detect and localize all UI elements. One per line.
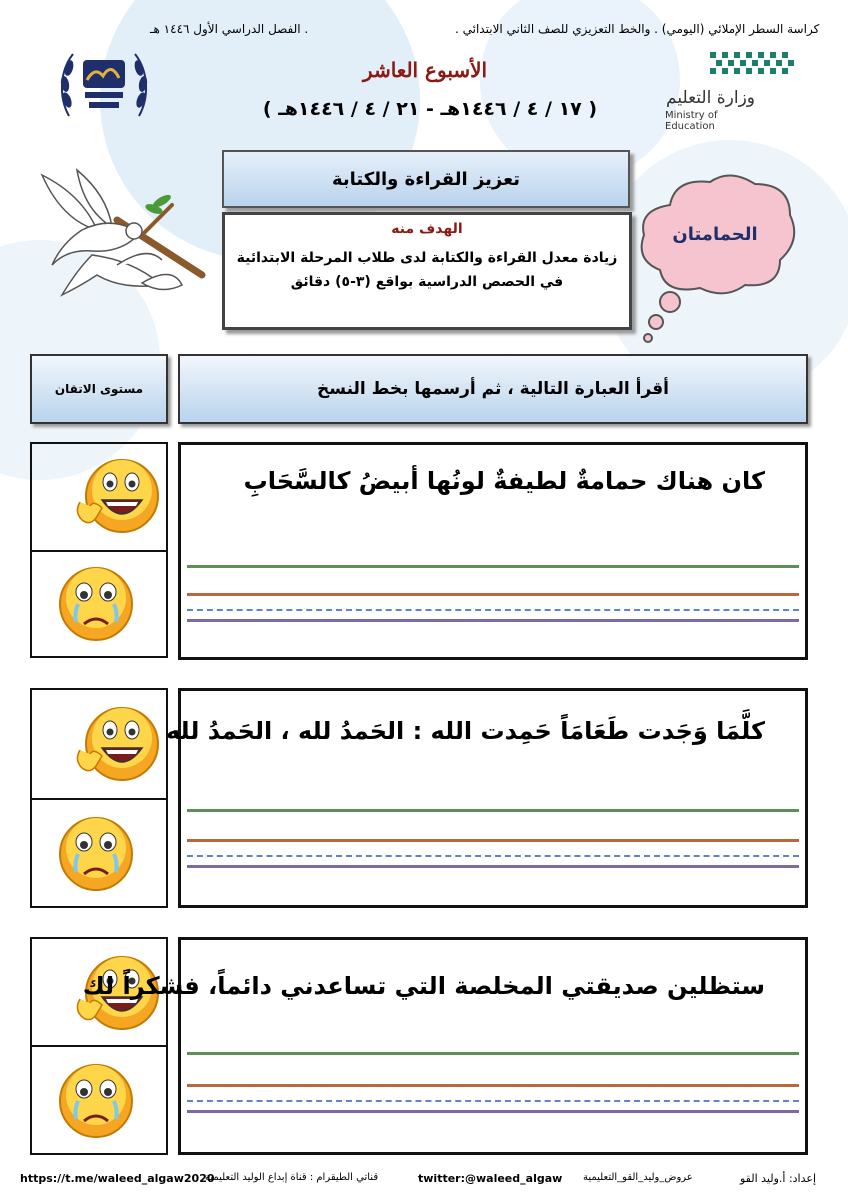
writing-line[interactable]	[187, 1110, 799, 1113]
author-credit: إعداد: أ.وليد القو	[740, 1172, 817, 1185]
sentence-1: كان هناك حمامةٌ لطيفةٌ لونُها أبيضُ كالسَّحَابِ	[243, 467, 765, 495]
writing-line[interactable]	[187, 1084, 799, 1087]
sentence-box-3	[82, 937, 808, 1155]
twitter-handle[interactable]: twitter:@waleed_algaw	[418, 1172, 563, 1185]
semester-label: . الفصل الدراسي الأول ١٤٤٦ هـ	[150, 22, 309, 36]
week-title: الأسبوع العاشر	[362, 58, 488, 82]
happy-face-icon[interactable]	[32, 444, 166, 550]
writing-line[interactable]	[187, 593, 799, 596]
crying-face-icon[interactable]	[32, 550, 166, 656]
story-title: الحمامتان	[672, 224, 758, 245]
mastery-cells	[30, 937, 168, 1155]
crying-face-icon[interactable]	[32, 798, 166, 906]
instruction-header: أقرأ العبارة التالية ، ثم أرسمها بخط النسخ	[178, 354, 808, 424]
mastery-cells	[30, 442, 168, 658]
writing-line[interactable]	[187, 809, 799, 812]
sentence-2: كلَّمَا وَجَدت طَعَامَاً حَمِدت الله : الحَمدُ لله ، الحَمدُ لله	[165, 717, 765, 745]
ministry-name-ar: وزارة التعليم	[666, 88, 755, 108]
crying-face-icon[interactable]	[32, 1045, 166, 1153]
ministry-name-en: Ministry of Education	[665, 110, 718, 132]
goal-text-line2: في الحصص الدراسية بواقع (٣-٥) دقائق	[290, 274, 564, 290]
notebook-title: كراسة السطر الإملائي (اليومي) . والخط التعزيزي للصف الثاني الابتدائي .	[455, 22, 820, 36]
sentence-3: ستظلين صديقتي المخلصة التي تساعدني دائماً، فشكراً لك	[82, 972, 765, 1000]
writing-line[interactable]	[187, 839, 799, 842]
sentence-box-2	[165, 688, 808, 908]
sentence-box-1	[178, 442, 808, 660]
offers-hashtag: عروض_وليد_القو_التعليمية	[583, 1172, 693, 1183]
writing-line[interactable]	[187, 1052, 799, 1055]
writing-line[interactable]	[187, 565, 799, 568]
mastery-cells	[30, 688, 168, 908]
goal-title: الهدف منه	[391, 221, 463, 237]
writing-line[interactable]	[187, 865, 799, 868]
telegram-link[interactable]: https://t.me/waleed_algaw2020	[20, 1172, 215, 1185]
goal-box	[222, 212, 632, 330]
writing-line[interactable]	[187, 855, 799, 857]
happy-face-icon[interactable]	[32, 690, 166, 798]
ministry-logo-icon	[708, 48, 798, 82]
school-logo-icon	[55, 42, 153, 122]
writing-line[interactable]	[187, 609, 799, 611]
week-dates: ( ١٧ / ٤ / ١٤٤٦هـ - ٢١ / ٤ / ١٤٤٦هـ )	[262, 98, 598, 120]
mastery-level-header: مستوى الاتقان	[30, 354, 168, 424]
writing-line[interactable]	[187, 619, 799, 622]
writing-line[interactable]	[187, 1100, 799, 1102]
section-title: تعزيز القراءة والكتابة	[222, 150, 630, 208]
telegram-channel: قناتي الطيقرام : قناة إبداع الوليد التعليمية	[205, 1172, 379, 1183]
goal-text-line1: زيادة معدل القراءة والكتابة لدى طلاب المرحلة الابتدائية	[236, 250, 618, 266]
dove-icon	[22, 165, 212, 315]
story-title-bubble	[630, 170, 800, 350]
